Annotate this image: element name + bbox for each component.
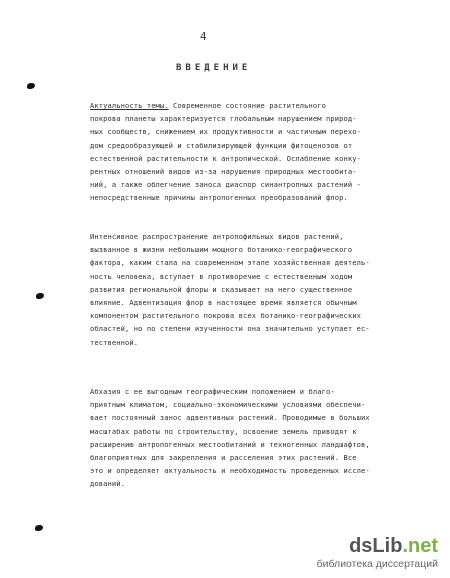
dslib-watermark[interactable] bbox=[317, 536, 438, 570]
ink-blot-mark bbox=[36, 293, 44, 299]
paragraph-3 bbox=[90, 385, 406, 491]
ink-blot-mark bbox=[35, 525, 43, 531]
dslib-logo: dsLib.net bbox=[349, 535, 438, 557]
relevance-term: Актуальность темы. bbox=[90, 101, 169, 110]
paragraph-2-text: Интенсивное распространение антропофильных видов растений, вызванное в жизни небольшим мощного ботанико-географического фактора, каким стала на современном этапе хозяйственная деятель- ность человека, вступает в противоречие с естественным ходом развития региональной флоры и сказывает на него существенное влияние. Адвентизация флор в настоящее время является обычным компонентом растительного покрова всех ботанико-географических областей, но по степени изученности она значительно уступает ес- тественной. bbox=[90, 232, 370, 347]
paragraph-1-text: Современное состояние растительного покрова планеты характеризуется глобальным нарушением природ- ных сообществ, снижением их продуктивности и частичным перехо- дом средообразующей и стабилизирующей функции фитоценозов от естественной растительности к антропической. Ослабление конку- рентных отношений видов из-за нарушения природных местообита- ний, а также облегчение заноса диаспор синантропных растений - непосредственные причины антропогенных преобразований флор. bbox=[90, 101, 361, 203]
watermark-subtitle: библиотека диссертаций bbox=[316, 558, 438, 570]
page-number: 4 bbox=[200, 30, 207, 43]
paragraph-2 bbox=[90, 230, 406, 349]
ink-blot-mark bbox=[27, 83, 35, 89]
paragraph-1 bbox=[90, 99, 406, 205]
section-heading: ВВЕДЕНИЕ bbox=[176, 63, 252, 73]
paragraph-3-text: Абхазия с ее выгодным географическим положением и благо- приятным климатом, социально-экономическими условиями обеспечи- вает постоянный занос адвентивных растений. Проводимые в больших масштабах работы по строительству, освоение земель приводят к расширению антропогенных местообитаний и техногенных ландшафтов, благоприятных для закрепления и расселения этих растений. Все это и определяет актуальность и необходимость проведенных иссле- дований. bbox=[90, 387, 370, 489]
